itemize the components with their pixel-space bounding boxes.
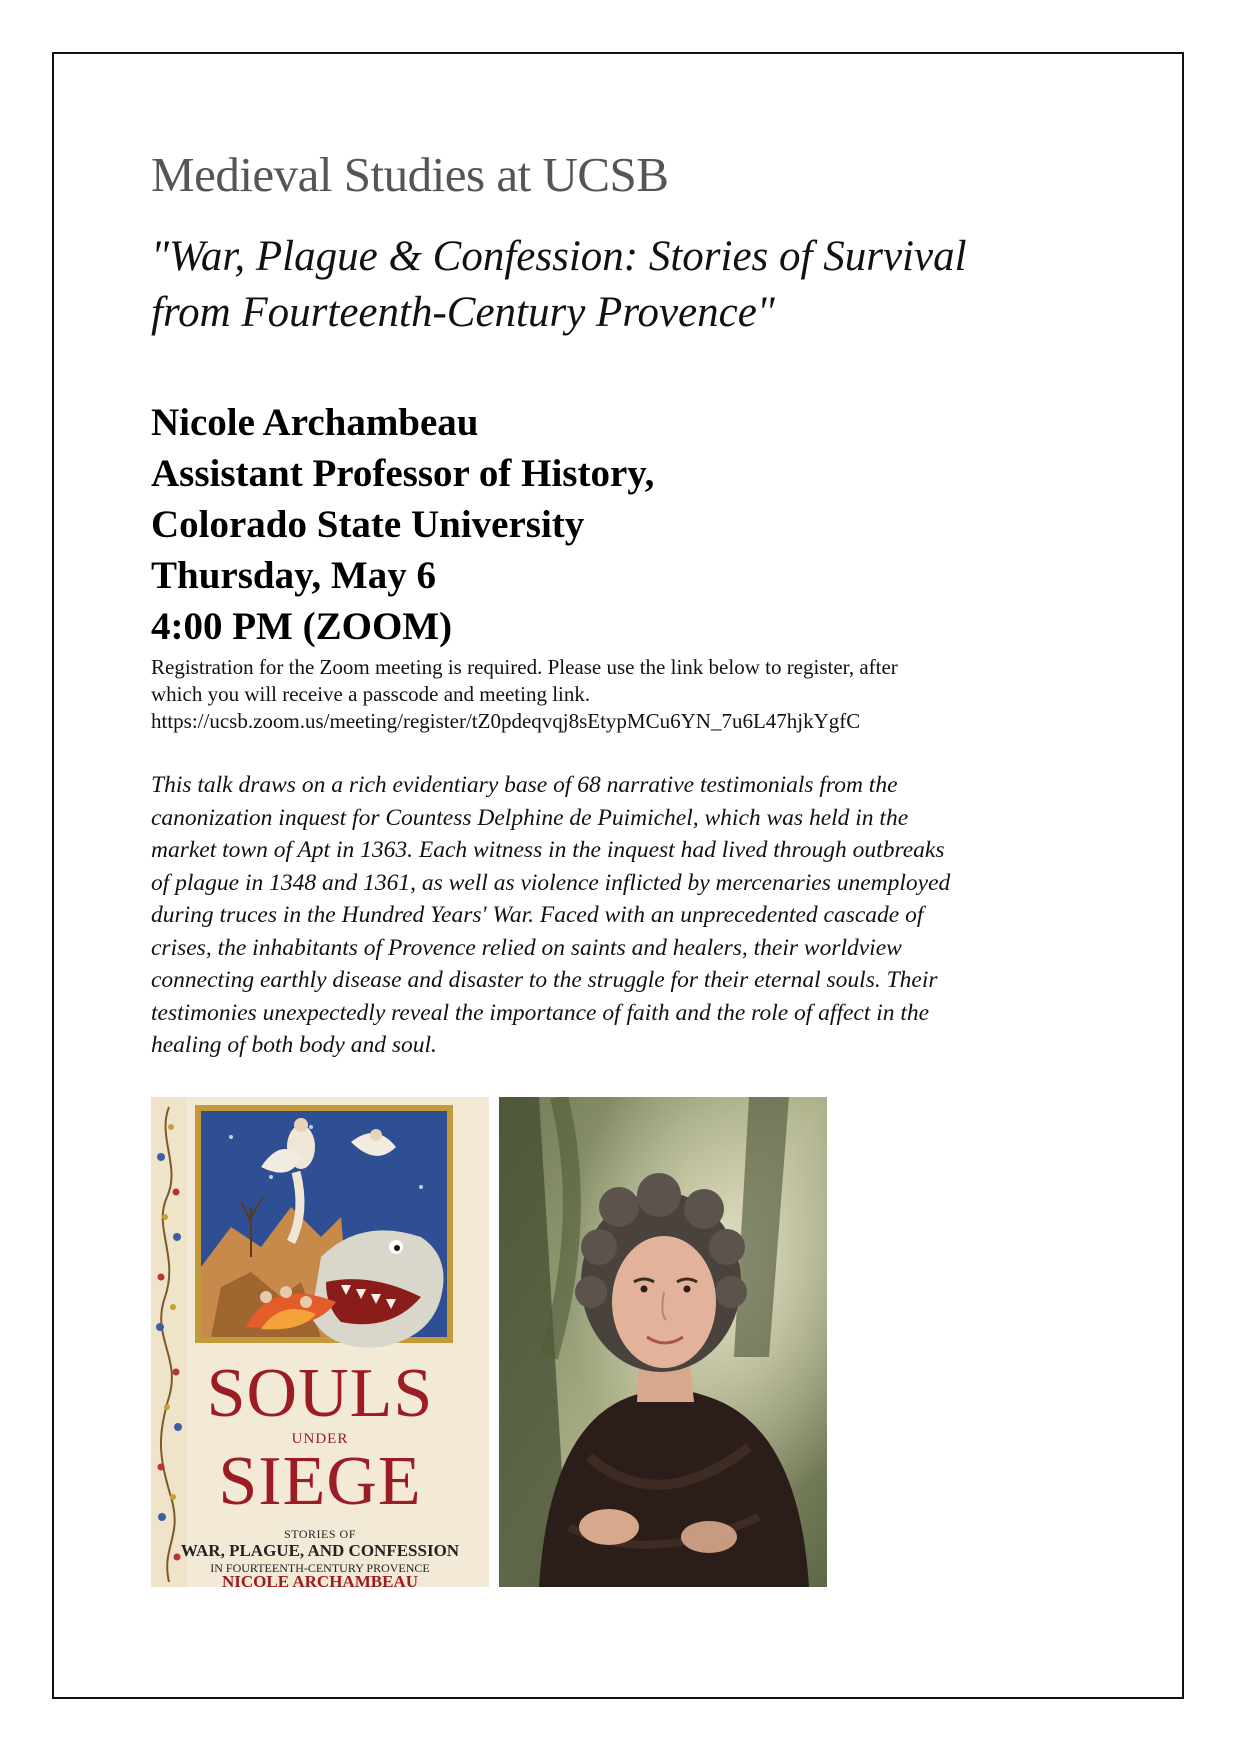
abstract-line: This talk draws on a rich evidentiary base of 68 narrative testimonials from the <box>151 772 898 798</box>
images-row <box>151 1097 1051 1587</box>
abstract-line: healing of both body and soul. <box>151 1032 437 1058</box>
registration-info <box>151 654 1101 735</box>
speaker-position: Assistant Professor of History, <box>151 452 655 495</box>
cover-author: NICOLE ARCHAMBEAU <box>222 1572 418 1587</box>
abstract-line: of plague in 1348 and 1361, as well as violence inflicted by mercenaries unemployed <box>151 869 951 896</box>
event-time: 4:00 PM (ZOOM) <box>151 605 453 648</box>
abstract-line: crises, the inhabitants of Provence relied on saints and healers, their worldview <box>151 934 902 961</box>
talk-title-line: "War, Plague & Confession: Stories of Survival <box>151 233 967 280</box>
speaker-info <box>151 397 1101 652</box>
abstract-line: during truces in the Hundred Years' War. Faced with an unprecedented cascade of <box>151 902 924 928</box>
registration-link[interactable]: https://ucsb.zoom.us/meeting/register/tZ0pdeqvqj8sEtypMCu6YN_7u6L47hjkYgfC <box>151 709 861 733</box>
cover-title-souls: SOULS <box>206 1355 434 1432</box>
abstract-line: connecting earthly disease and disaster to the struggle for their eternal souls. Their <box>151 967 938 993</box>
talk-title-line: from Fourteenth-Century Provence" <box>151 289 775 336</box>
cover-subtitle: IN FOURTEENTH-CENTURY PROVENCE <box>210 1561 430 1575</box>
abstract-line: canonization inquest for Countess Delphine de Puimichel, which was held in the <box>151 804 909 831</box>
department-title: Medieval Studies at UCSB <box>151 147 669 202</box>
speaker-institution: Colorado State University <box>151 503 585 546</box>
registration-text: which you will receive a passcode and meeting link. <box>151 682 591 706</box>
abstract-line: market town of Apt in 1363. Each witness in the inquest had lived through outbreaks <box>151 837 945 863</box>
cover-title-siege: SIEGE <box>218 1443 422 1520</box>
abstract-line: testimonies unexpectedly reveal the importance of faith and the role of affect in the <box>151 999 930 1026</box>
abstract <box>151 769 1101 1062</box>
event-date: Thursday, May 6 <box>151 554 436 597</box>
portrait-illustration <box>499 1097 827 1587</box>
speaker-portrait-photo <box>499 1097 827 1587</box>
cover-title-under: UNDER <box>291 1431 349 1447</box>
speaker-name: Nicole Archambeau <box>151 401 479 444</box>
talk-title <box>151 229 1101 341</box>
flyer-content <box>151 147 1101 1062</box>
cover-subtitle: WAR, PLAGUE, AND CONFESSION <box>180 1541 460 1560</box>
registration-text: Registration for the Zoom meeting is required. Please use the link below to register, after <box>151 655 898 679</box>
cover-subtitle: STORIES OF <box>284 1527 356 1541</box>
book-cover-image <box>151 1097 489 1587</box>
